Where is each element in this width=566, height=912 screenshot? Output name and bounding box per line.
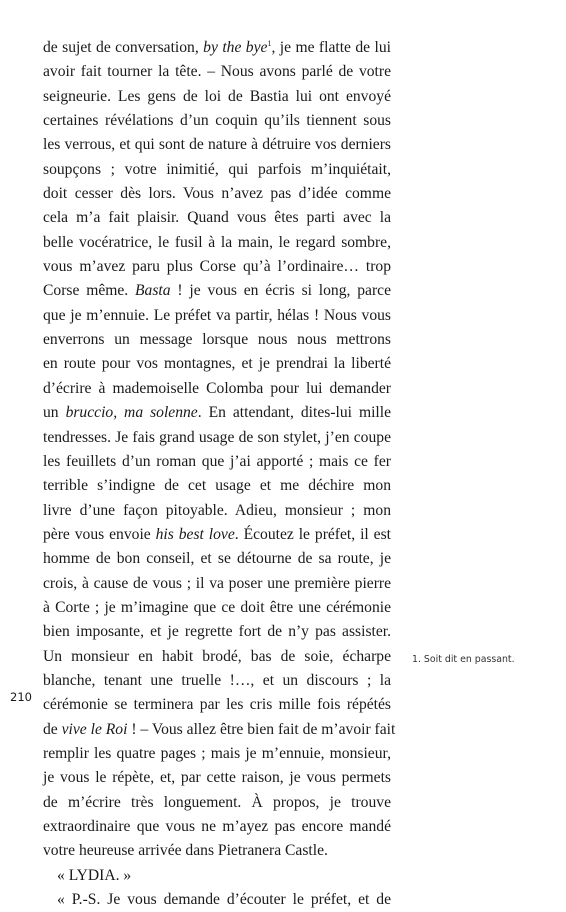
text-run: votre heureuse arrivée dans Pietranera Castle. [43,842,328,860]
italic-phrase: his best love [155,525,235,543]
text-run: extraordinaire que vous ne m’ayez pas encore mandé [43,818,391,835]
text-run: enverrons un message lorsque nous nous mettrons [43,331,391,349]
text-line [43,206,391,230]
text-run: à Corte ; je m’imagine que ce doit être une cérémonie [43,598,391,616]
text-run: bien imposante, et je regrette fort de n’y pas assister. [43,623,391,641]
text-run: « P.-S. Je vous demande d’écouter le préfet, et de [57,891,391,909]
text-line [43,255,391,279]
text-run: , je me flatte de lui [271,39,391,56]
italic-phrase: Basta [135,282,171,300]
text-line [43,839,391,863]
italic-phrase: vive le Roi [61,720,128,738]
text-run: livre d’une façon pitoyable. Adieu, monsieur ; mon [43,501,391,519]
text-run: je vous le répète, et, par cette raison, je vous permets [43,769,391,787]
text-run: « LYDIA. » [57,866,132,884]
text-run: seigneurie. Les gens de loi de Bastia lui ont envoyé [43,87,391,105]
text-line [43,231,391,255]
text-run: avoir fait tourner la tête. – Nous avons parlé de votre [43,63,391,81]
text-line [43,60,391,84]
text-line [43,279,391,303]
text-run: les verrous, et qui sont de nature à détruire vos derniers [43,136,391,154]
text-line [43,523,391,547]
italic-phrase: by the bye [203,39,268,56]
text-line [43,85,391,109]
text-line [43,109,391,133]
text-run: un [43,404,66,422]
text-line [43,450,391,474]
text-line [43,133,391,157]
text-run: crois, à cause de vous ; il va poser une première pierre [43,574,391,592]
text-run: de [43,720,62,738]
text-run: de m’écrire très longuement. À propos, je trouve [43,793,391,811]
text-run: certaines révélations d’un coquin qu’ils tiennent sous [43,112,391,130]
text-run: tendresses. Je fais grand usage de son stylet, j’en coupe [43,428,391,446]
text-run: . En attendant, dites-lui mille [197,404,391,422]
text-run: de sujet de conversation, [43,39,204,56]
text-line [43,791,391,815]
italic-phrase: bruccio, ma solenne [65,404,198,422]
footnote: 1. Soit dit en passant. [412,654,515,665]
text-line [43,766,391,790]
text-run: soupçons ; votre inimitié, qui parfois m’inquiétait, [43,160,391,178]
text-line [43,645,391,669]
text-run: cela m’a fait plaisir. Quand vous êtes parti avec la [43,209,391,227]
body-text [43,36,396,912]
text-run: les feuillets d’un roman que j’ai apporté ; mais ce fer [43,452,391,470]
text-line [43,620,391,644]
text-line [43,572,391,596]
text-line [43,182,391,206]
text-run: doit cesser dès lors. Vous n’avez pas d’idée comme [43,185,391,203]
text-run: belle vocératrice, le fusil à la main, le regard sombre, [43,233,391,251]
text-line [43,328,391,352]
text-run: cérémonie se terminera par les cris mille fois répétés [43,696,391,714]
page-number: 210 [10,690,32,704]
text-run: vous m’avez paru plus Corse qu’à l’ordinaire… trop [43,258,391,276]
text-run: Un monsieur en habit brodé, bas de soie, écharpe [43,647,391,665]
text-line [43,718,396,742]
text-run: d’écrire à mademoiselle Colomba pour lui demander [43,379,391,397]
text-line [43,304,391,328]
text-line [43,352,391,376]
footnote-marker: 1 [267,39,272,48]
text-run: homme de bon conseil, et se détourne de sa route, je [43,550,391,568]
text-line [43,888,391,912]
text-run: remplir les quatre pages ; mais je m’ennuie, monsieur, [43,744,391,762]
text-line [43,377,391,401]
text-run: que je m’ennuie. Le préfet va partir, hélas ! Nous vous [43,306,391,324]
text-run: Corse même. [43,282,136,300]
text-line [43,815,391,839]
text-run: ! je vous en écris si long, parce [170,282,391,300]
text-run: en route pour vos montagnes, et je prendrai la liberté [43,355,391,373]
text-line [43,547,391,571]
text-line [43,426,391,450]
text-run: terrible s’indigne de cet usage et me déchire mon [43,477,391,495]
text-line [43,596,391,620]
text-run: blanche, tenant une truelle !…, et un discours ; la [43,671,391,689]
text-run: ! – Vous allez être bien fait de m’avoir fait [127,720,396,738]
text-line [43,693,391,717]
text-line [43,474,391,498]
text-run: . Écoutez le préfet, il est [234,525,391,543]
text-run: père vous envoie [43,525,156,543]
text-line [43,669,391,693]
text-line [43,401,391,425]
text-line [43,864,391,888]
text-line [43,742,391,766]
text-line [43,499,391,523]
text-line [43,36,391,60]
text-line [43,158,391,182]
